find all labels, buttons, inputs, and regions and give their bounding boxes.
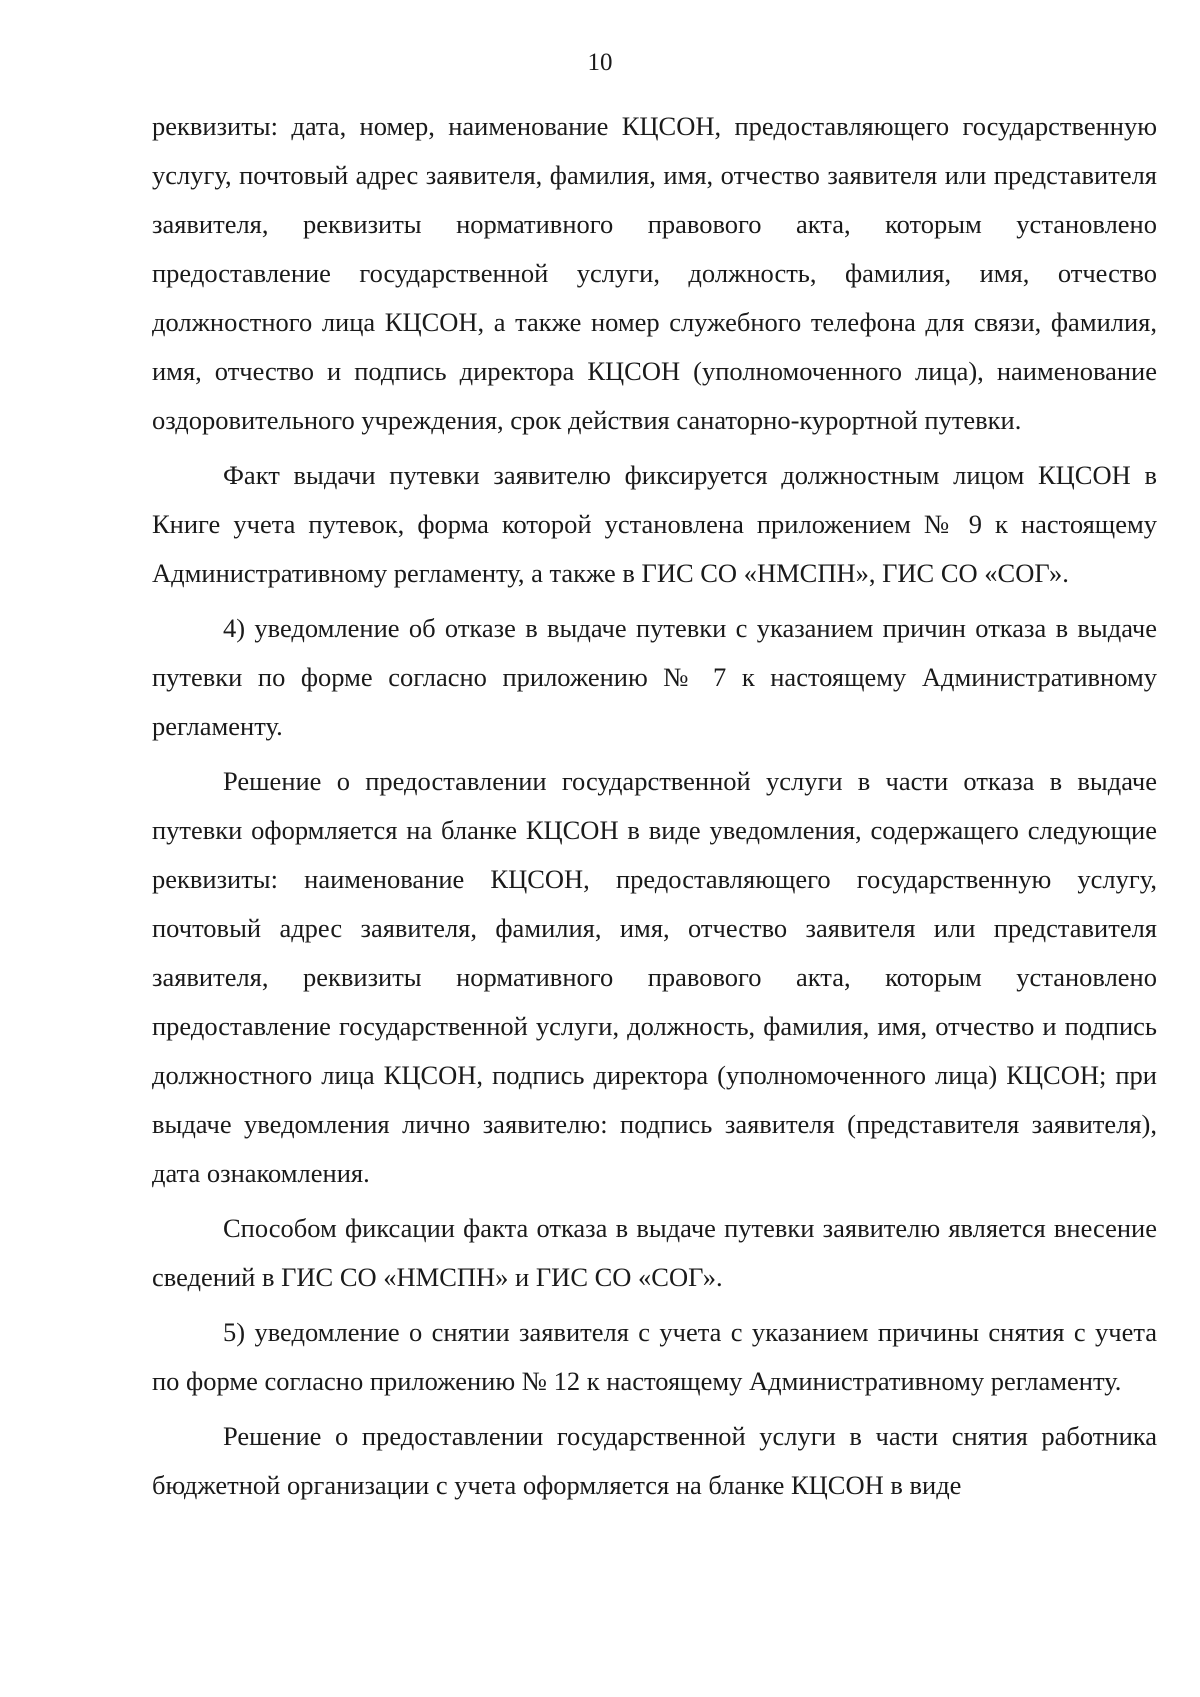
paragraph-issuance-record: Факт выдачи путевки заявителю фиксируется должностным лицом КЦСОН в Книге учета путевок, форма которой установлена приложением № 9 к настоящему Административному регламенту, а также в ГИС СО «НМСПН», ГИС СО «СОГ». <box>152 460 1157 588</box>
paragraph-refusal-notice: 4) уведомление об отказе в выдаче путевки с указанием причин отказа в выдаче путевки по форме согласно приложению № 7 к настоящему Административному регламенту. <box>152 613 1157 741</box>
document-body <box>152 102 1157 1510</box>
paragraph-requisites-continued: реквизиты: дата, номер, наименование КЦСОН, предоставляющего государственную услугу, почтовый адрес заявителя, фамилия, имя, отчество заявителя или представителя заявителя, реквизиты нормативного правового акта, которым установлено предоставление государственной услуги, должность, фамилия, имя, отчество должностного лица КЦСОН, а также номер служебного телефона для связи, фамилия, имя, отчество и подпись директора КЦСОН (уполномоченного лица), наименование оздоровительного учреждения, срок действия санаторно-курортной путевки. <box>152 111 1157 435</box>
paragraph-deregistration-notice: 5) уведомление о снятии заявителя с учета с указанием причины снятия с учета по форме согласно приложению № 12 к настоящему Административному регламенту. <box>152 1317 1157 1396</box>
paragraph-refusal-record: Способом фиксации факта отказа в выдаче путевки заявителю является внесение сведений в ГИС СО «НМСПН» и ГИС СО «СОГ». <box>152 1213 1157 1292</box>
page-number: 10 <box>587 49 613 76</box>
paragraph-deregistration-decision: Решение о предоставлении государственной услуги в части снятия работника бюджетной организации с учета оформляется на бланке КЦСОН в виде <box>152 1421 1157 1500</box>
paragraph-refusal-decision: Решение о предоставлении государственной услуги в части отказа в выдаче путевки оформляется на бланке КЦСОН в виде уведомления, содержащего следующие реквизиты: наименование КЦСОН, предоставляющего государственную услугу, почтовый адрес заявителя, фамилия, имя, отчество заявителя или представителя заявителя, реквизиты нормативного правового акта, которым установлено предоставление государственной услуги, должность, фамилия, имя, отчество и подпись должностного лица КЦСОН, подпись директора (уполномоченного лица) КЦСОН; при выдаче уведомления лично заявителю: подпись заявителя (представителя заявителя), дата ознакомления. <box>152 766 1157 1188</box>
